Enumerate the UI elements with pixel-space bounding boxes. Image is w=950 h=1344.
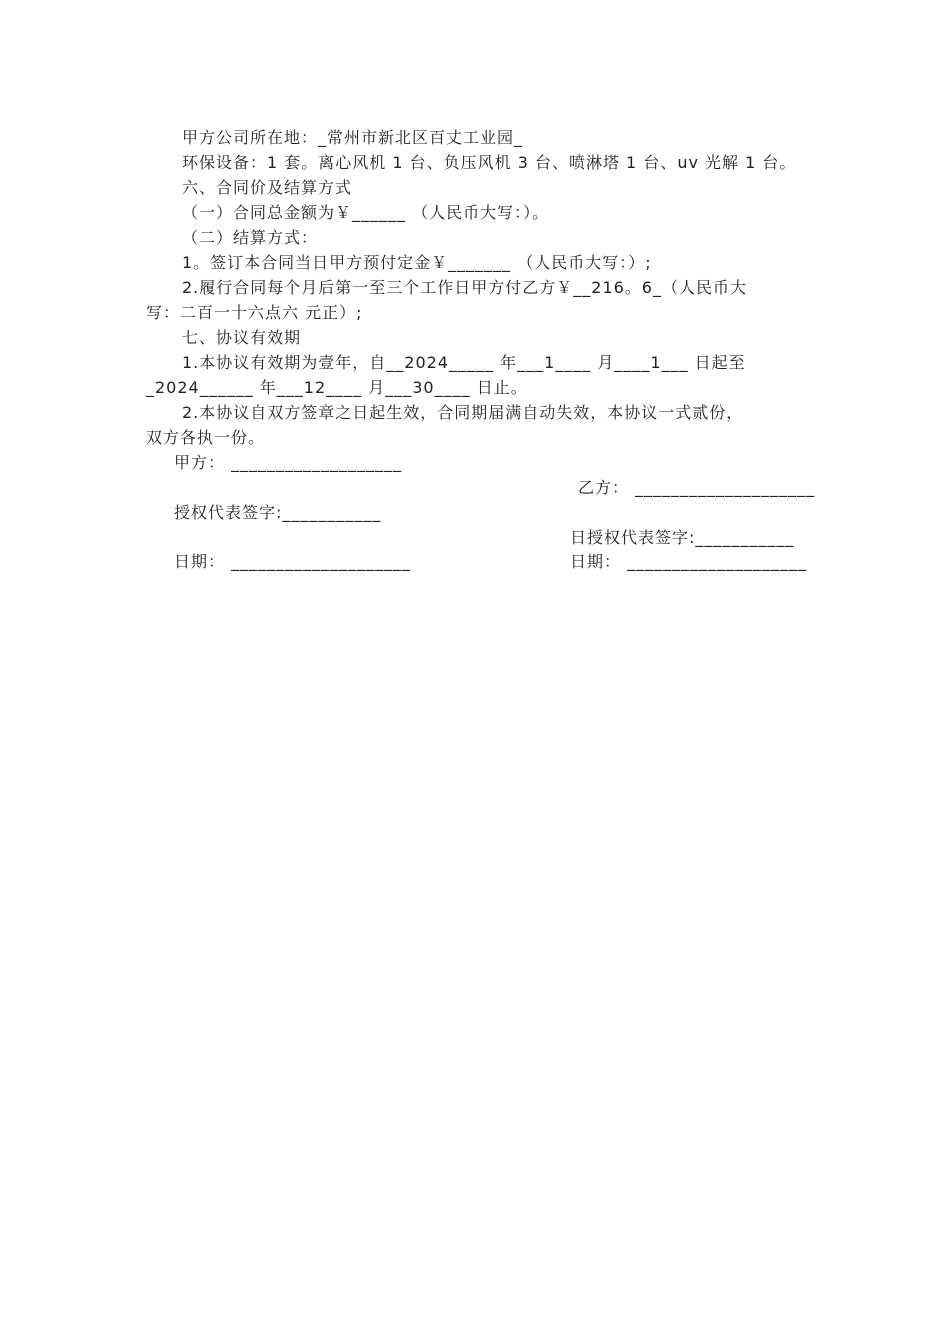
section-6-settlement-title: （二）结算方式：	[182, 228, 319, 247]
section-7-item-1-line-1: 1.本协议有效期为壹年，自__2024_____ 年___1____ 月____1___ 日起至	[182, 353, 746, 372]
party-a-representative-line: 授权代表签字:___________	[174, 503, 382, 522]
party-a-date-line: 日期： ____________________	[174, 552, 412, 571]
party-b-signature-line: 乙方： ____________________	[578, 478, 816, 497]
section-7-item-2-line-2: 双方各执一份。	[146, 428, 266, 447]
section-6-item-2-line-2: 写：二百一十六点六 元正）;	[146, 303, 363, 322]
party-b-date-line: 日期： ____________________	[570, 552, 808, 571]
section-7-item-1-line-2: _2024______ 年___12____ 月___30____ 日止。	[146, 378, 528, 397]
party-a-location: 甲方公司所在地：_常州市新北区百丈工业园_	[182, 128, 524, 147]
party-a-signature-line: 甲方： ___________________	[174, 453, 403, 472]
section-6-title: 六、合同价及结算方式	[182, 178, 353, 197]
section-6-total-amount: （一）合同总金额为￥______ （人民币大写：）。	[182, 203, 550, 222]
section-6-item-2-line-1: 2.履行合同每个月后第一至三个工作日甲方付乙方￥__216。6_（人民币大	[182, 278, 747, 297]
section-6-item-1: 1。签订本合同当日甲方预付定金￥_______ （人民币大写：）;	[182, 253, 652, 272]
party-b-representative-line: 日授权代表签字:___________	[570, 528, 795, 547]
equipment-list: 环保设备：1 套。离心风机 1 台、负压风机 3 台、喷淋塔 1 台、uv 光解 1 台。	[182, 153, 797, 172]
section-7-item-2-line-1: 2.本协议自双方签章之日起生效，合同期届满自动失效，本协议一式贰份，	[182, 403, 744, 422]
section-7-title: 七、协议有效期	[182, 328, 302, 347]
